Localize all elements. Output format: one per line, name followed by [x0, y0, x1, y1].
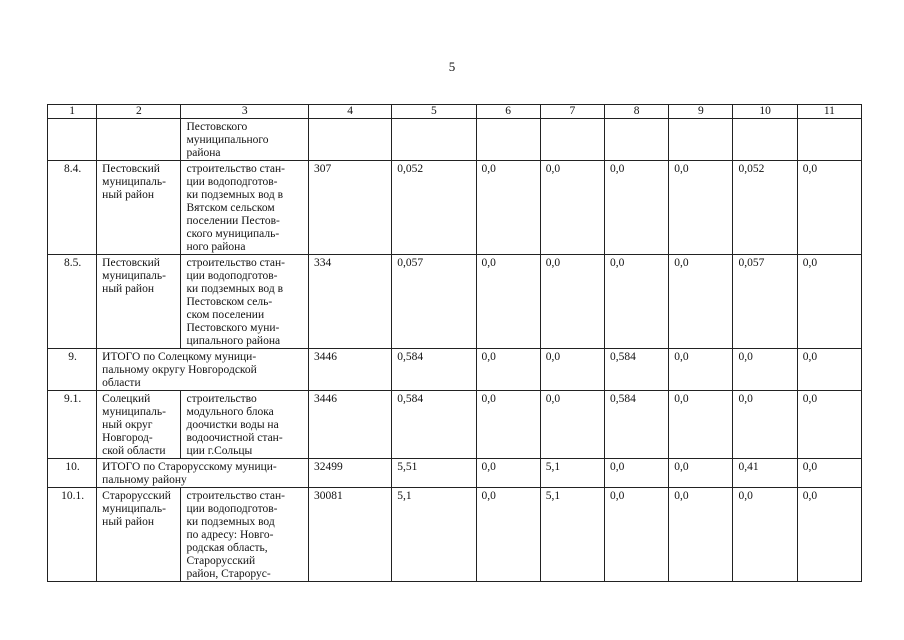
value-cell: 0,584: [392, 391, 476, 459]
value-cell: 30081: [308, 488, 391, 582]
value-cell: 0,0: [476, 161, 540, 255]
value-cell: 0,052: [733, 161, 797, 255]
value-cell: 0,0: [733, 488, 797, 582]
column-number: 2: [97, 105, 181, 119]
value-cell: 0,0: [669, 459, 733, 488]
column-number: 9: [669, 105, 733, 119]
value-cell: 0,0: [669, 255, 733, 349]
value-cell: 0,41: [733, 459, 797, 488]
value-cell: [476, 119, 540, 161]
value-cell: 5,1: [540, 488, 604, 582]
value-cell: 0,584: [605, 349, 669, 391]
value-cell: 0,0: [669, 161, 733, 255]
page-number: 5: [448, 59, 456, 74]
total-label-cell: ИТОГО по Старорусскому муници- пальному району: [97, 459, 309, 488]
value-cell: 0,0: [797, 459, 861, 488]
description-cell: строительство стан- ции водоподготов- ки подземных вод в Пестовском сель- ском поселении Пестовского муни- ципального района: [181, 255, 308, 349]
total-label-cell: ИТОГО по Солецкому муници- пальному округу Новгородской области: [97, 349, 309, 391]
value-cell: 0,0: [605, 459, 669, 488]
value-cell: 0,584: [392, 349, 476, 391]
value-cell: 5,51: [392, 459, 476, 488]
value-cell: 3446: [308, 391, 391, 459]
table-total-row: [48, 349, 862, 391]
column-number: 4: [308, 105, 391, 119]
district-cell: Пестовский муниципаль- ный район: [97, 161, 181, 255]
value-cell: 0,057: [392, 255, 476, 349]
column-number: 8: [605, 105, 669, 119]
value-cell: [392, 119, 476, 161]
column-number: 6: [476, 105, 540, 119]
value-cell: [669, 119, 733, 161]
column-number: 7: [540, 105, 604, 119]
value-cell: 0,0: [605, 488, 669, 582]
value-cell: 0,0: [733, 349, 797, 391]
district-cell: Солецкий муниципаль- ный округ Новгород- ской области: [97, 391, 181, 459]
column-number: 11: [797, 105, 861, 119]
value-cell: 0,0: [540, 255, 604, 349]
column-number: 1: [48, 105, 97, 119]
value-cell: 0,0: [797, 161, 861, 255]
row-number: [48, 119, 97, 161]
table-row: [48, 119, 862, 161]
value-cell: 0,0: [476, 459, 540, 488]
value-cell: 0,0: [797, 255, 861, 349]
value-cell: 0,052: [392, 161, 476, 255]
value-cell: 0,0: [797, 349, 861, 391]
table-row: [48, 391, 862, 459]
value-cell: 334: [308, 255, 391, 349]
value-cell: [540, 119, 604, 161]
column-number: 10: [733, 105, 797, 119]
value-cell: 0,0: [733, 391, 797, 459]
table-row: [48, 488, 862, 582]
table-row: [48, 255, 862, 349]
table-row: [48, 161, 862, 255]
budget-table: [47, 104, 862, 582]
value-cell: [797, 119, 861, 161]
value-cell: 0,0: [797, 391, 861, 459]
district-cell: Пестовский муниципаль- ный район: [97, 255, 181, 349]
row-number: 10.1.: [48, 488, 97, 582]
value-cell: 0,0: [797, 488, 861, 582]
column-number: 3: [181, 105, 308, 119]
value-cell: 3446: [308, 349, 391, 391]
value-cell: 0,0: [605, 161, 669, 255]
district-cell: Старорусский муниципаль- ный район: [97, 488, 181, 582]
row-number: 9.1.: [48, 391, 97, 459]
value-cell: [308, 119, 391, 161]
value-cell: 0,0: [669, 349, 733, 391]
value-cell: 0,0: [540, 161, 604, 255]
value-cell: 0,0: [669, 391, 733, 459]
value-cell: 0,057: [733, 255, 797, 349]
value-cell: 0,0: [605, 255, 669, 349]
value-cell: 307: [308, 161, 391, 255]
description-cell: Пестовского муниципального района: [181, 119, 308, 161]
value-cell: 0,0: [476, 255, 540, 349]
column-number: 5: [392, 105, 476, 119]
row-number: 10.: [48, 459, 97, 488]
row-number: 9.: [48, 349, 97, 391]
value-cell: 5,1: [540, 459, 604, 488]
description-cell: строительство модульного блока доочистки воды на водоочистной стан- ции г.Сольцы: [181, 391, 308, 459]
value-cell: 0,0: [540, 391, 604, 459]
value-cell: 0,0: [476, 349, 540, 391]
row-number: 8.4.: [48, 161, 97, 255]
row-number: 8.5.: [48, 255, 97, 349]
value-cell: 0,584: [605, 391, 669, 459]
table-total-row: [48, 459, 862, 488]
district-cell: [97, 119, 181, 161]
value-cell: 5,1: [392, 488, 476, 582]
column-number-row: [48, 105, 862, 119]
value-cell: [733, 119, 797, 161]
value-cell: 32499: [308, 459, 391, 488]
description-cell: строительство стан- ции водоподготов- ки подземных вод по адресу: Новго- родская область, Старорусский район, Старорус-: [181, 488, 308, 582]
value-cell: 0,0: [476, 488, 540, 582]
description-cell: строительство стан- ции водоподготов- ки подземных вод в Вятском сельском поселении Пестов- ского муниципаль- ного района: [181, 161, 308, 255]
value-cell: 0,0: [540, 349, 604, 391]
value-cell: 0,0: [476, 391, 540, 459]
value-cell: [605, 119, 669, 161]
value-cell: 0,0: [669, 488, 733, 582]
